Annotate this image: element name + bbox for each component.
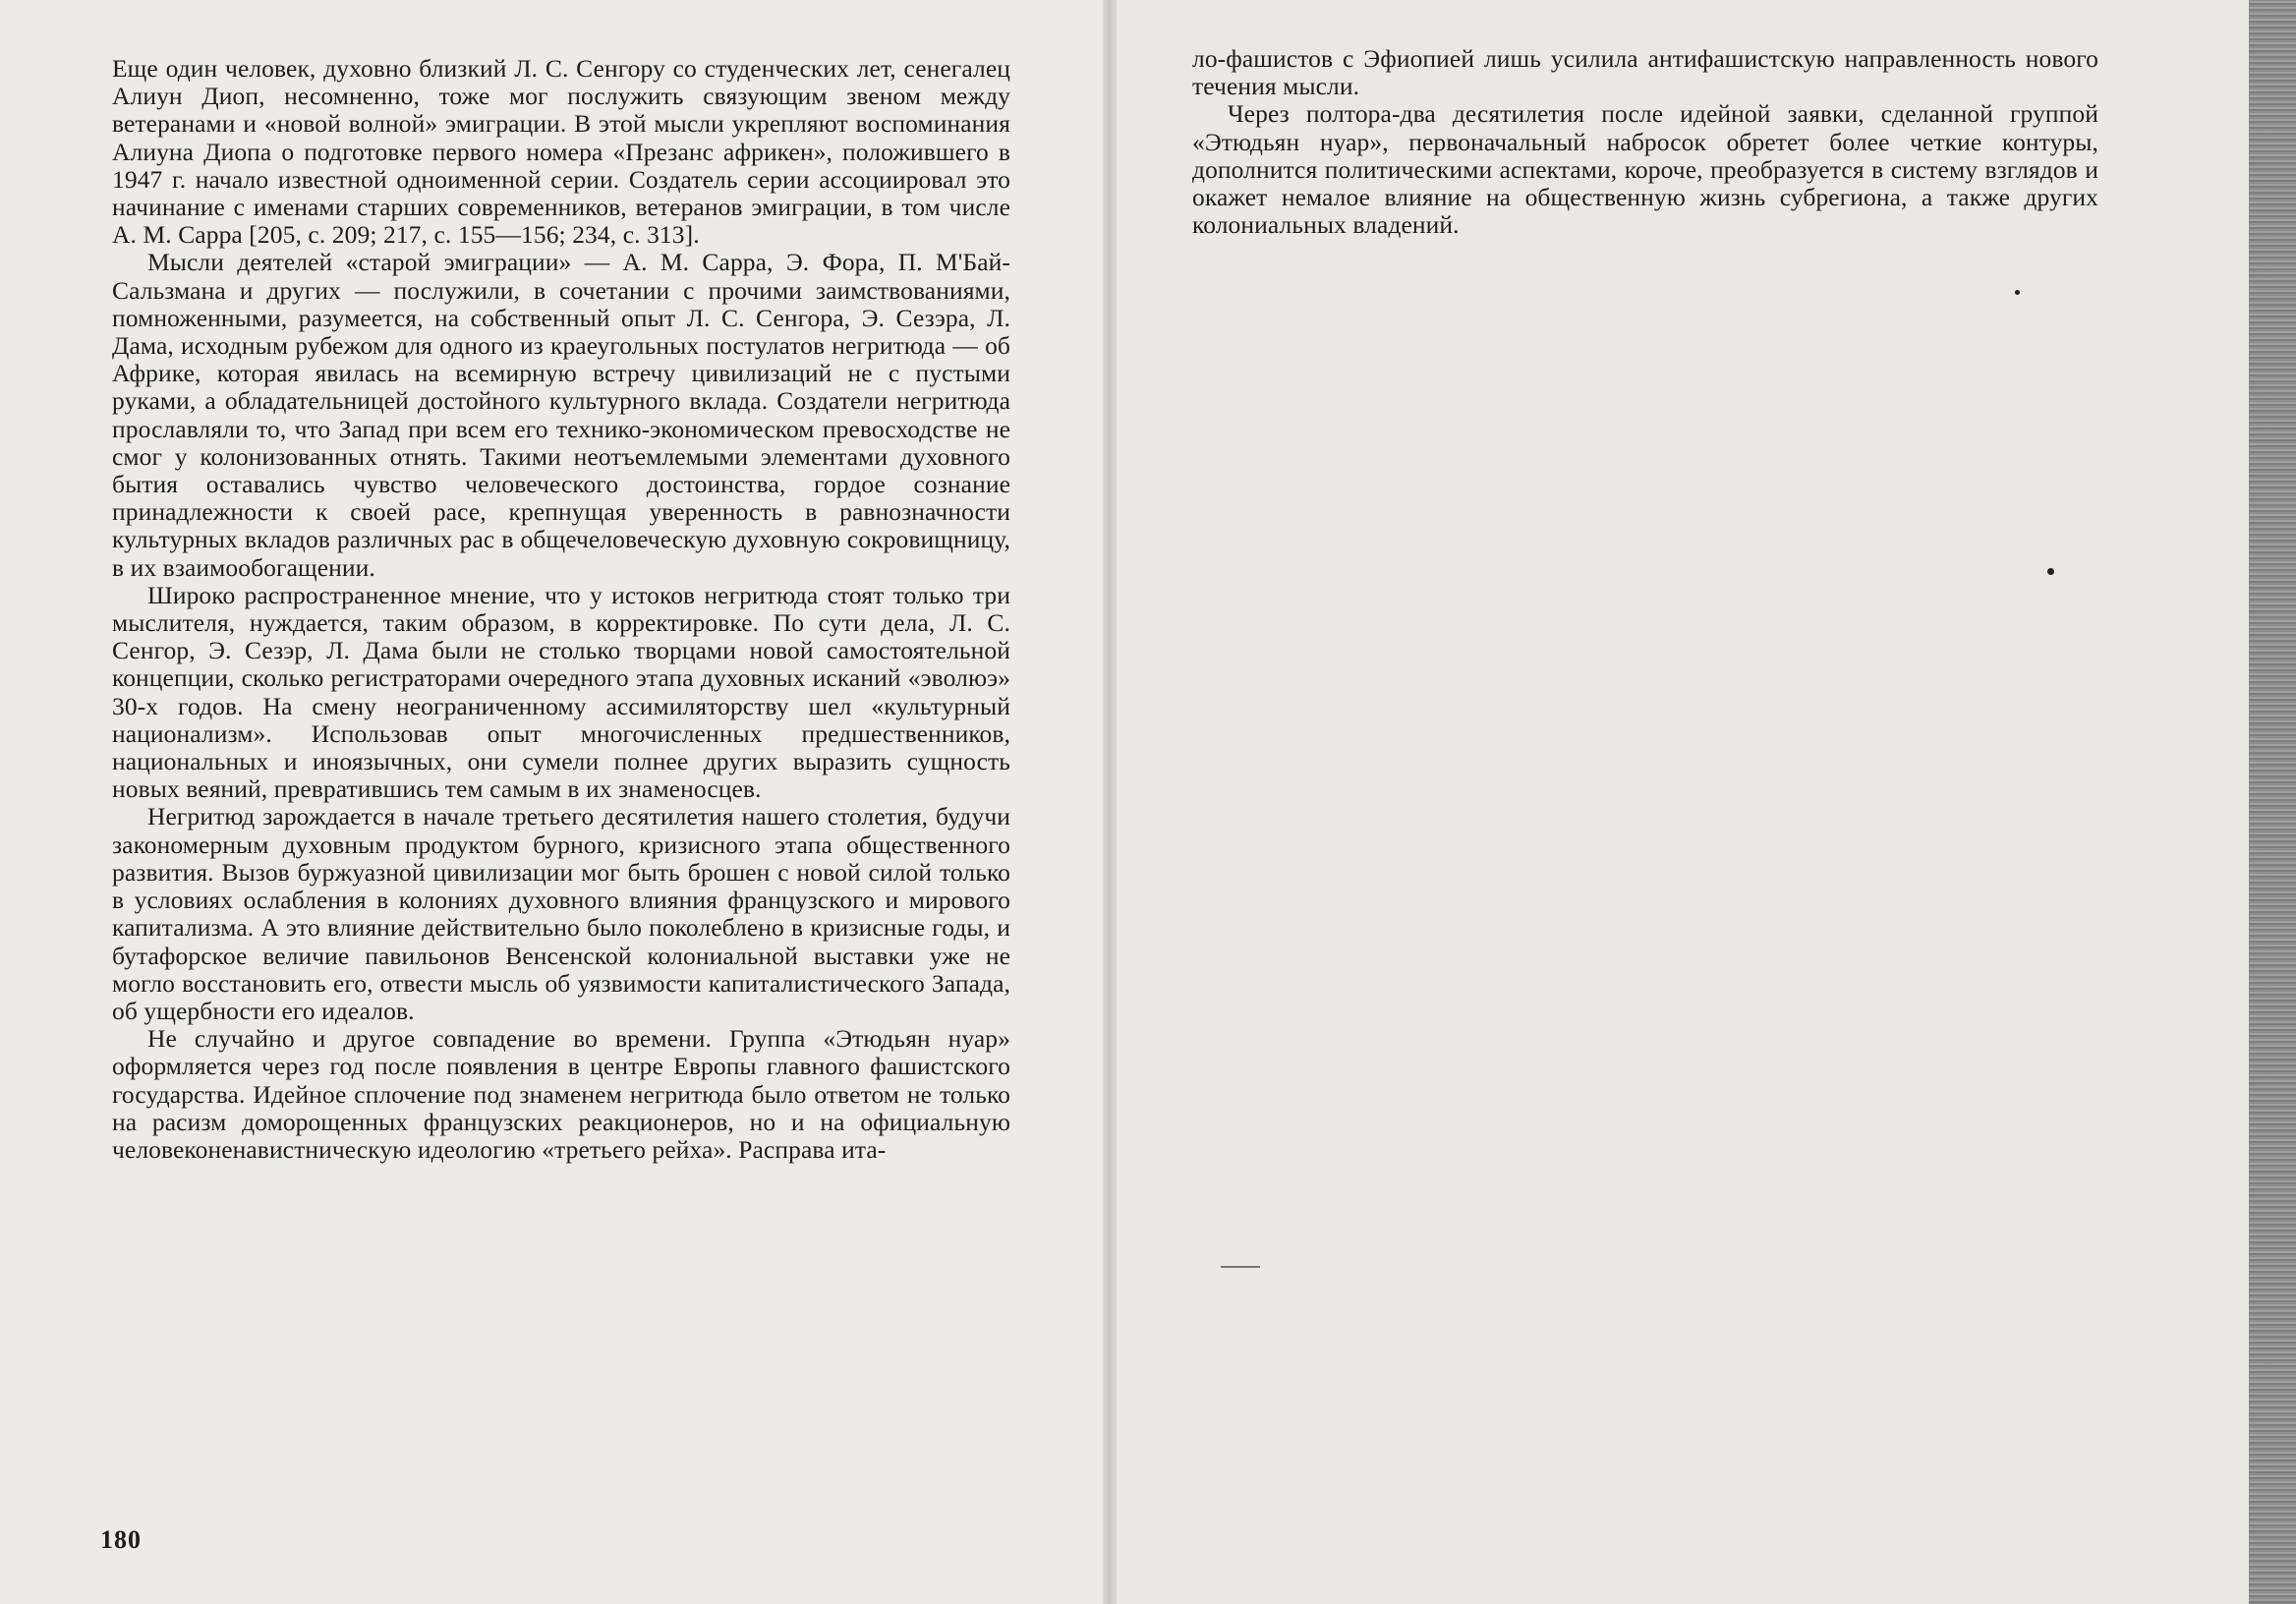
book-gutter <box>1103 0 1117 1604</box>
scan-speck <box>2047 568 2054 575</box>
right-page-text <box>1192 45 2098 239</box>
scan-speck <box>2015 290 2020 295</box>
paragraph: Негритюд зарождается в начале третьего десятилетия нашего столетия, будучи закономерным духовным продуктом бурного, кризисного этапа общественного развития. Вызов буржуазной цивилизации мог быть брошен с новой силой только в условиях ослабления в колониях духовного влияния французского и мирового капитализма. А это влияние действительно было поколеблено в кризисные годы, и бутафорское величие павильонов Венсенской колониальной выставки уже не могло восстановить его, отвести мысль об уязвимости капиталистического Запада, об ущербности его идеалов. <box>112 802 1010 1025</box>
right-page <box>1109 0 2296 1604</box>
scan-speck <box>1221 1266 1260 1268</box>
page-number: 180 <box>100 1525 142 1554</box>
paragraph: ло-фашистов с Эфиопией лишь усилила антифашистскую направленность нового течения мысли. <box>1192 44 2098 101</box>
page-edge-shadow <box>2249 0 2296 1604</box>
paragraph: Еще один человек, духовно близкий Л. С. Сенгору со студенческих лет, сенегалец Алиун Диоп, несомненно, тоже мог послужить связующим звеном между ветеранами и «новой волной» эмиграции. В этой мысли укрепляют воспоминания Алиуна Диопа о подготовке первого номера «Презанс африкен», положившего в 1947 г. начало известной одноименной серии. Создатель серии ассоциировал это начинание с именами старших современников, ветеранов эмиграции, в том числе А. М. Сарра [205, с. 209; 217, с. 155—156; 234, с. 313]. <box>112 54 1010 250</box>
left-page-text <box>112 55 1010 1164</box>
paragraph: Широко распространенное мнение, что у истоков негритюда стоят только три мыслителя, нуждается, таким образом, в корректировке. По сути дела, Л. С. Сенгор, Э. Сезэр, Л. Дама были не столько творцами новой самостоятельной концепции, сколько регистраторами очередного этапа духовных исканий «эволюэ» 30-х годов. На смену неограниченному ассимиляторству шел «культурный национализм». Использовав опыт многочисленных предшественников, национальных и иноязычных, они сумели полнее других выразить сущность новых веяний, превратившись тем самым в их знаменосцев. <box>112 580 1010 804</box>
paragraph: Через полтора-два десятилетия после идейной заявки, сделанной группой «Этюдьян нуар», первоначальный набросок обретет более четкие контуры, дополнится политическими аспектами, короче, преобразуется в систему взглядов и окажет немалое влияние на общественную жизнь субрегиона, а также других колониальных владений. <box>1192 99 2098 240</box>
paragraph: Мысли деятелей «старой эмиграции» — А. М. Сарра, Э. Фора, П. М'Бай-Сальзмана и других — послужили, в сочетании с прочими заимствованиями, помноженными, разумеется, на собственный опыт Л. С. Сенгора, Э. Сезэра, Л. Дама, исходным рубежом для одного из краеугольных постулатов негритюда — об Африке, которая явилась на всемирную встречу цивилизаций не с пустыми руками, а обладательницей достойного культурного вклада. Создатели негритюда прославляли то, что Запад при всем его технико-экономическом превосходстве не смог у колонизованных отнять. Такими неотъемлемыми элементами духовного бытия оставались чувство человеческого достоинства, гордое сознание принадлежности к своей расе, крепнущая уверенность в равнозначности культурных вкладов различных рас в общечеловеческую духовную сокровищницу, в их взаимообогащении. <box>112 248 1010 582</box>
paragraph: Не случайно и другое совпадение во времени. Группа «Этюдьян нуар» оформляется через год после появления в центре Европы главного фашистского государства. Идейное сплочение под знаменем негритюда было ответом не только на расизм доморощенных французских реакционеров, но и на официальную человеконенавистническую идеологию «третьего рейха». Расправа ита- <box>112 1024 1010 1164</box>
